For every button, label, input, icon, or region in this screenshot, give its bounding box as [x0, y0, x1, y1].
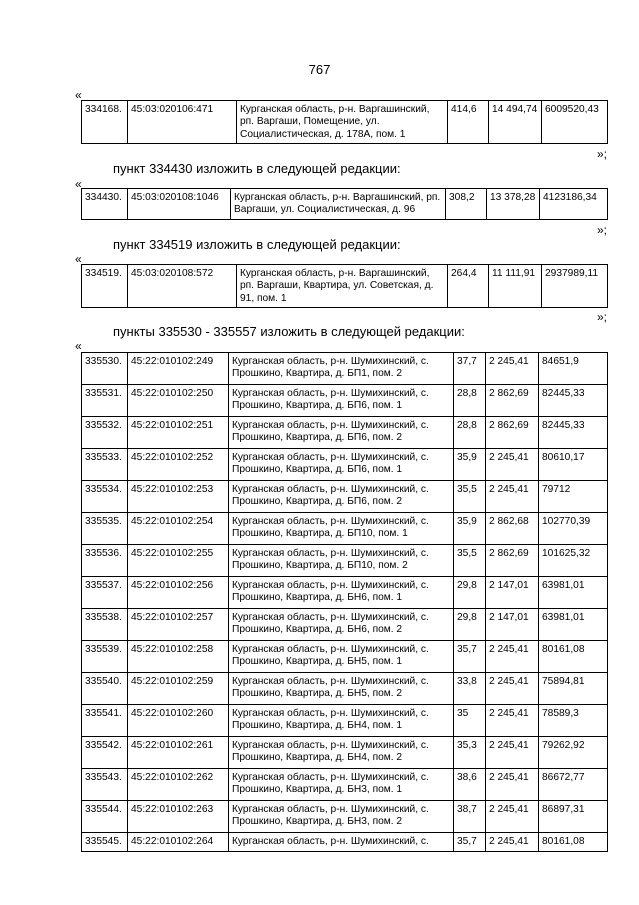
- address: Курганская область, р-н. Шумихинский, с. Прошкино, Квартира, д. БП6, пом. 2: [229, 481, 454, 513]
- address: Курганская область, р-н. Шумихинский, с. Прошкино, Квартира, д. БН3, пом. 2: [229, 801, 454, 833]
- row-number: 335542.: [82, 737, 128, 769]
- specific-value: 2 245,41: [486, 833, 539, 852]
- close-quote: »;: [597, 310, 608, 324]
- address: Курганская область, р-н. Шумихинский, с. Прошкино, Квартира, д. БП10, пом. 2: [229, 545, 454, 577]
- specific-value: 2 147,01: [486, 577, 539, 609]
- address: Курганская область, р-н. Шумихинский, с.: [229, 833, 454, 852]
- cadastral-value: 78589,3: [539, 705, 608, 737]
- specific-value: 2 245,41: [486, 353, 539, 385]
- specific-value: 14 494,74: [489, 101, 542, 144]
- specific-value: 2 862,68: [486, 513, 539, 545]
- address: Курганская область, р-н. Шумихинский, с. Прошкино, Квартира, д. БП1, пом. 2: [229, 353, 454, 385]
- address: Курганская область, р-н. Шумихинский, с. Прошкино, Квартира, д. БП6, пом. 1: [229, 449, 454, 481]
- row-number: 335543.: [82, 769, 128, 801]
- cadastral-number: 45:22:010102:252: [128, 449, 229, 481]
- specific-value: 2 245,41: [486, 801, 539, 833]
- area: 28,8: [454, 385, 486, 417]
- area: 35,7: [454, 833, 486, 852]
- address: Курганская область, р-н. Шумихинский, с. Прошкино, Квартира, д. БП6, пом. 1: [229, 385, 454, 417]
- cadastral-number: 45:03:020106:471: [128, 101, 237, 144]
- instruction-334519: пункт 334519 изложить в следующей редакции:: [113, 237, 401, 252]
- cadastral-number: 45:22:010102:250: [128, 385, 229, 417]
- cadastral-value: 86897,31: [539, 801, 608, 833]
- area: 35,5: [454, 481, 486, 513]
- cadastral-value: 80161,08: [539, 833, 608, 852]
- area: 37,7: [454, 353, 486, 385]
- area: 264,4: [448, 265, 489, 308]
- cadastral-value: 86672,77: [539, 769, 608, 801]
- area: 38,6: [454, 769, 486, 801]
- cadastral-number: 45:22:010102:259: [128, 673, 229, 705]
- open-quote: «: [75, 252, 82, 266]
- open-quote: «: [75, 339, 82, 353]
- specific-value: 2 245,41: [486, 769, 539, 801]
- instruction-334430: пункт 334430 изложить в следующей редакции:: [113, 161, 401, 176]
- row-number: 335538.: [82, 609, 128, 641]
- open-quote: «: [75, 88, 82, 102]
- instruction-335530: пункты 335530 - 335557 изложить в следующей редакции:: [113, 324, 465, 339]
- cadastral-number: 45:22:010102:263: [128, 801, 229, 833]
- row-number: 335530.: [82, 353, 128, 385]
- cadastral-value: 80610,17: [539, 449, 608, 481]
- address: Курганская область, р-н. Варгашинский, рп. Варгаши, Помещение, ул. Социалистическая, д. 178А, пом. 1: [237, 101, 448, 144]
- table-row: [82, 737, 608, 769]
- row-number: 335532.: [82, 417, 128, 449]
- table-335530-335557: [81, 352, 608, 852]
- specific-value: 2 862,69: [486, 545, 539, 577]
- cadastral-value: 84651,9: [539, 353, 608, 385]
- table-row: [82, 705, 608, 737]
- cadastral-number: 45:22:010102:261: [128, 737, 229, 769]
- specific-value: 2 245,41: [486, 705, 539, 737]
- row-number: 335536.: [82, 545, 128, 577]
- specific-value: 11 111,91: [489, 265, 542, 308]
- table-row: [82, 101, 608, 144]
- table-row: [82, 417, 608, 449]
- cadastral-value: 79262,92: [539, 737, 608, 769]
- specific-value: 2 862,69: [486, 417, 539, 449]
- table-334519: [81, 264, 608, 308]
- specific-value: 2 147,01: [486, 609, 539, 641]
- page-number: 767: [308, 62, 331, 77]
- address: Курганская область, р-н. Шумихинский, с. Прошкино, Квартира, д. БП10, пом. 1: [229, 513, 454, 545]
- specific-value: 2 245,41: [486, 449, 539, 481]
- open-quote: «: [75, 177, 82, 191]
- table-row: [82, 833, 608, 852]
- cadastral-number: 45:22:010102:254: [128, 513, 229, 545]
- table-row: [82, 265, 608, 308]
- specific-value: 2 245,41: [486, 737, 539, 769]
- cadastral-value: 6009520,43: [542, 101, 608, 144]
- row-number: 335539.: [82, 641, 128, 673]
- row-number: 335531.: [82, 385, 128, 417]
- table-row: [82, 481, 608, 513]
- table-row: [82, 577, 608, 609]
- cadastral-value: 63981,01: [539, 609, 608, 641]
- address: Курганская область, р-н. Шумихинский, с. Прошкино, Квартира, д. БН6, пом. 1: [229, 577, 454, 609]
- cadastral-number: 45:03:020108:1046: [128, 189, 231, 220]
- area: 29,8: [454, 609, 486, 641]
- cadastral-number: 45:03:020108:572: [128, 265, 237, 308]
- area: 38,7: [454, 801, 486, 833]
- row-number: 335545.: [82, 833, 128, 852]
- table-row: [82, 769, 608, 801]
- row-number: 335533.: [82, 449, 128, 481]
- specific-value: 2 245,41: [486, 673, 539, 705]
- table-row: [82, 609, 608, 641]
- cadastral-number: 45:22:010102:260: [128, 705, 229, 737]
- area: 35: [454, 705, 486, 737]
- row-number: 335540.: [82, 673, 128, 705]
- area: 414,6: [448, 101, 489, 144]
- area: 35,3: [454, 737, 486, 769]
- cadastral-value: 82445,33: [539, 417, 608, 449]
- row-number: 335535.: [82, 513, 128, 545]
- area: 33,8: [454, 673, 486, 705]
- row-number: 334430.: [82, 189, 128, 220]
- cadastral-number: 45:22:010102:249: [128, 353, 229, 385]
- table-row: [82, 641, 608, 673]
- cadastral-value: 101625,32: [539, 545, 608, 577]
- cadastral-number: 45:22:010102:253: [128, 481, 229, 513]
- specific-value: 2 862,69: [486, 385, 539, 417]
- table-row: [82, 545, 608, 577]
- address: Курганская область, р-н. Шумихинский, с. Прошкино, Квартира, д. БН5, пом. 2: [229, 673, 454, 705]
- area: 308,2: [446, 189, 487, 220]
- area: 28,8: [454, 417, 486, 449]
- specific-value: 2 245,41: [486, 481, 539, 513]
- cadastral-value: 102770,39: [539, 513, 608, 545]
- area: 29,8: [454, 577, 486, 609]
- cadastral-value: 80161,08: [539, 641, 608, 673]
- cadastral-value: 4123186,34: [540, 189, 608, 220]
- address: Курганская область, р-н. Шумихинский, с. Прошкино, Квартира, д. БН4, пом. 2: [229, 737, 454, 769]
- table-row: [82, 189, 608, 220]
- address: Курганская область, р-н. Шумихинский, с. Прошкино, Квартира, д. БП6, пом. 2: [229, 417, 454, 449]
- row-number: 335541.: [82, 705, 128, 737]
- table-row: [82, 449, 608, 481]
- row-number: 335534.: [82, 481, 128, 513]
- cadastral-number: 45:22:010102:264: [128, 833, 229, 852]
- table-row: [82, 801, 608, 833]
- specific-value: 13 378,28: [487, 189, 540, 220]
- address: Курганская область, р-н. Шумихинский, с. Прошкино, Квартира, д. БН5, пом. 1: [229, 641, 454, 673]
- cadastral-value: 79712: [539, 481, 608, 513]
- table-334430: [81, 188, 608, 220]
- table-row: [82, 385, 608, 417]
- cadastral-number: 45:22:010102:256: [128, 577, 229, 609]
- cadastral-number: 45:22:010102:262: [128, 769, 229, 801]
- cadastral-number: 45:22:010102:255: [128, 545, 229, 577]
- table-334168: [81, 100, 608, 144]
- cadastral-value: 75894,81: [539, 673, 608, 705]
- area: 35,5: [454, 545, 486, 577]
- cadastral-number: 45:22:010102:258: [128, 641, 229, 673]
- close-quote: »;: [597, 223, 608, 237]
- cadastral-value: 63981,01: [539, 577, 608, 609]
- specific-value: 2 245,41: [486, 641, 539, 673]
- close-quote: »;: [597, 147, 608, 161]
- cadastral-value: 82445,33: [539, 385, 608, 417]
- address: Курганская область, р-н. Шумихинский, с. Прошкино, Квартира, д. БН4, пом. 1: [229, 705, 454, 737]
- area: 35,7: [454, 641, 486, 673]
- table-row: [82, 513, 608, 545]
- area: 35,9: [454, 449, 486, 481]
- table-row: [82, 673, 608, 705]
- row-number: 334168.: [82, 101, 128, 144]
- cadastral-number: 45:22:010102:257: [128, 609, 229, 641]
- cadastral-value: 2937989,11: [542, 265, 608, 308]
- address: Курганская область, р-н. Шумихинский, с. Прошкино, Квартира, д. БН3, пом. 1: [229, 769, 454, 801]
- row-number: 335544.: [82, 801, 128, 833]
- row-number: 334519.: [82, 265, 128, 308]
- address: Курганская область, р-н. Варгашинский, рп. Варгаши, Квартира, ул. Советская, д. 91, пом. 1: [237, 265, 448, 308]
- row-number: 335537.: [82, 577, 128, 609]
- address: Курганская область, р-н. Шумихинский, с. Прошкино, Квартира, д. БН6, пом. 2: [229, 609, 454, 641]
- table-row: [82, 353, 608, 385]
- address: Курганская область, р-н. Варгашинский, рп. Варгаши, ул. Социалистическая, д. 96: [231, 189, 446, 220]
- area: 35,9: [454, 513, 486, 545]
- cadastral-number: 45:22:010102:251: [128, 417, 229, 449]
